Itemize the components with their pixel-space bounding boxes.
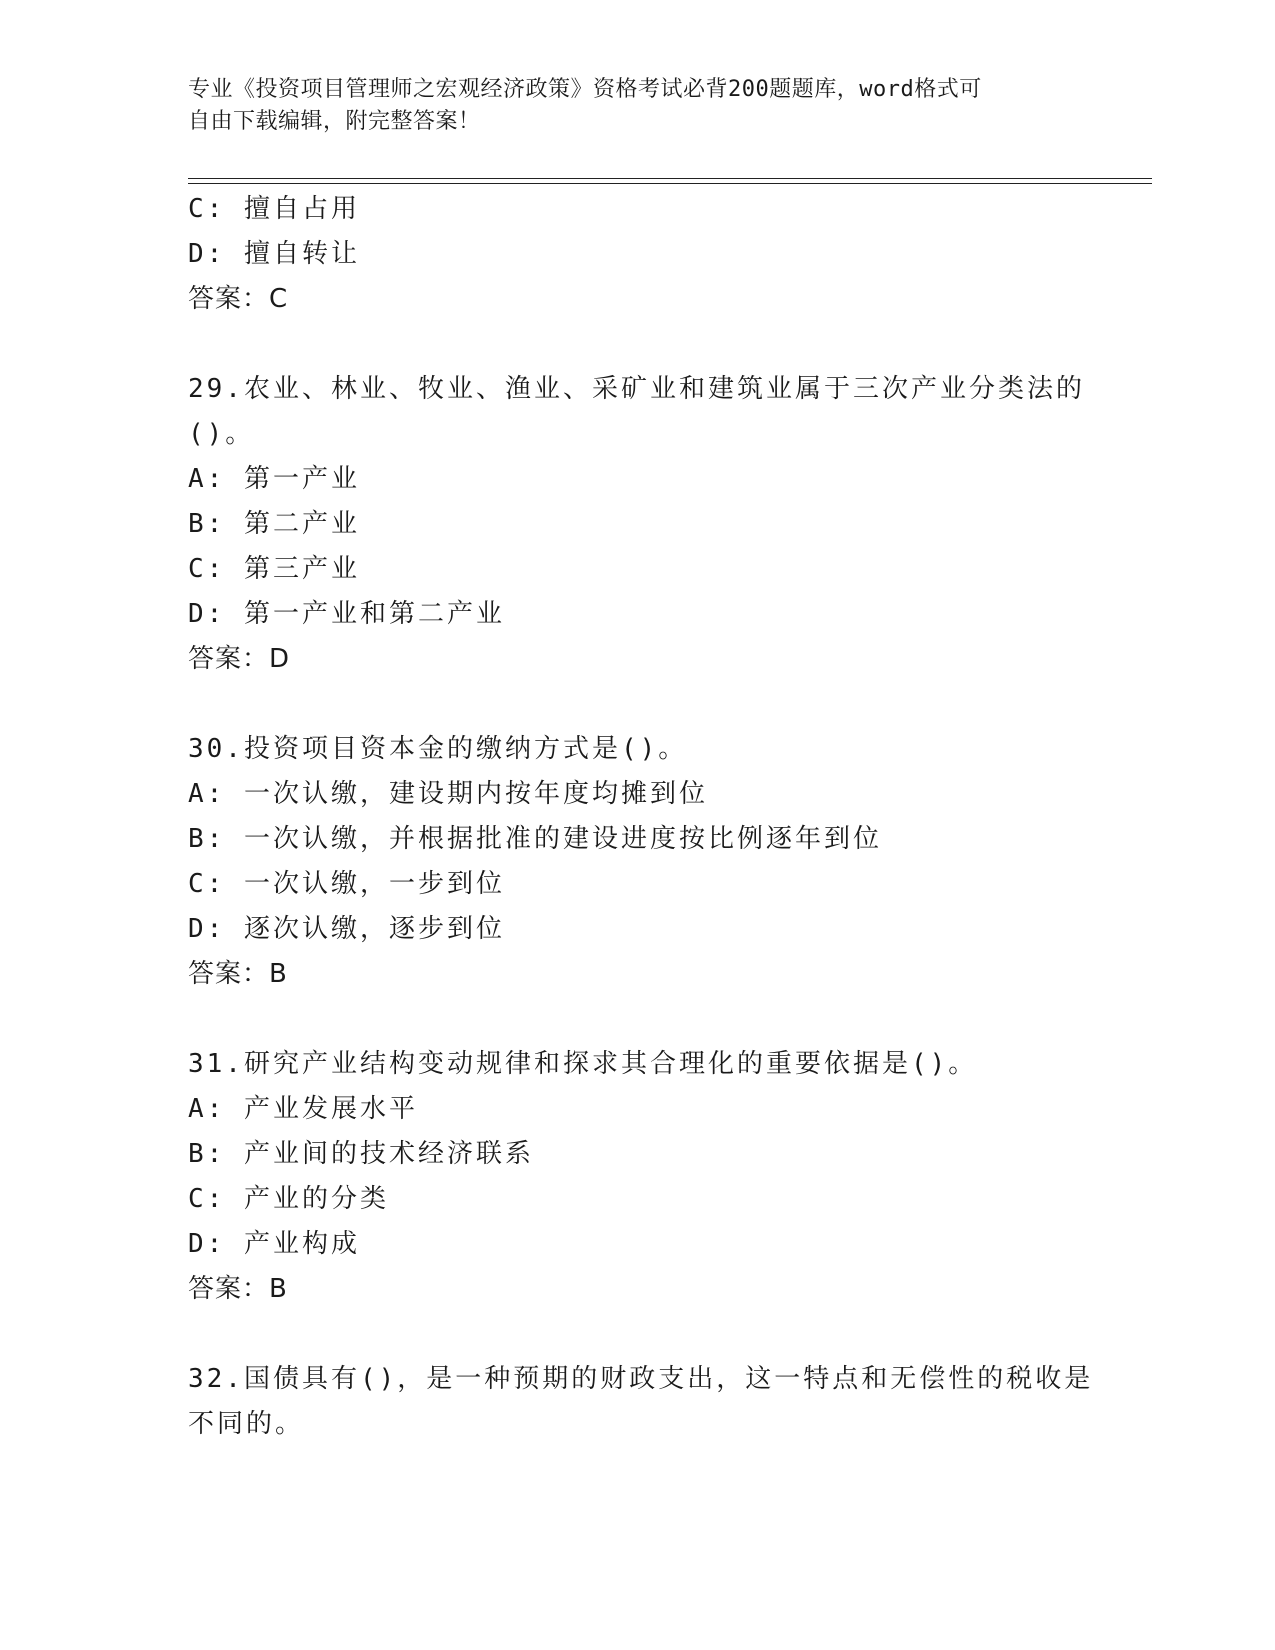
header-divider-top [188,178,1152,179]
option-c: C: 一次认缴，一步到位 [188,869,505,899]
option-d: D: 产业构成 [188,1229,360,1259]
answer-line: 答案：C [188,284,289,314]
question-32-stem-cont: 不同的。 [188,1409,305,1439]
answer-line: 答案：B [188,1274,288,1304]
option-b: B: 第二产业 [188,509,360,539]
question-29-stem-cont: ()。 [188,419,255,449]
option-d: D: 擅自转让 [188,239,360,269]
document-header [188,74,1068,138]
question-32-stem: 32.国债具有()，是一种预期的财政支出，这一特点和无偿性的税收是 [188,1364,1094,1394]
answer-line: 答案：D [188,644,291,674]
option-a: A: 第一产业 [188,464,360,494]
option-b: B: 产业间的技术经济联系 [188,1139,534,1169]
option-c: C: 擅自占用 [188,194,360,224]
header-line-1: 专业《投资项目管理师之宏观经济政策》资格考试必背200题题库，word格式可 [188,77,982,102]
option-d: D: 第一产业和第二产业 [188,599,505,629]
option-c: C: 第三产业 [188,554,360,584]
option-a: A: 产业发展水平 [188,1094,418,1124]
header-divider-bottom [188,183,1152,184]
question-30-stem: 30.投资项目资本金的缴纳方式是()。 [188,734,688,764]
option-d: D: 逐次认缴，逐步到位 [188,914,505,944]
header-line-2: 自由下载编辑，附完整答案！ [188,109,481,134]
question-29-stem: 29.农业、林业、牧业、渔业、采矿业和建筑业属于三次产业分类法的 [188,374,1085,404]
option-b: B: 一次认缴，并根据批准的建设进度按比例逐年到位 [188,824,882,854]
option-a: A: 一次认缴，建设期内按年度均摊到位 [188,779,708,809]
question-31-stem: 31.研究产业结构变动规律和探求其合理化的重要依据是()。 [188,1049,978,1079]
option-c: C: 产业的分类 [188,1184,389,1214]
answer-line: 答案：B [188,959,288,989]
